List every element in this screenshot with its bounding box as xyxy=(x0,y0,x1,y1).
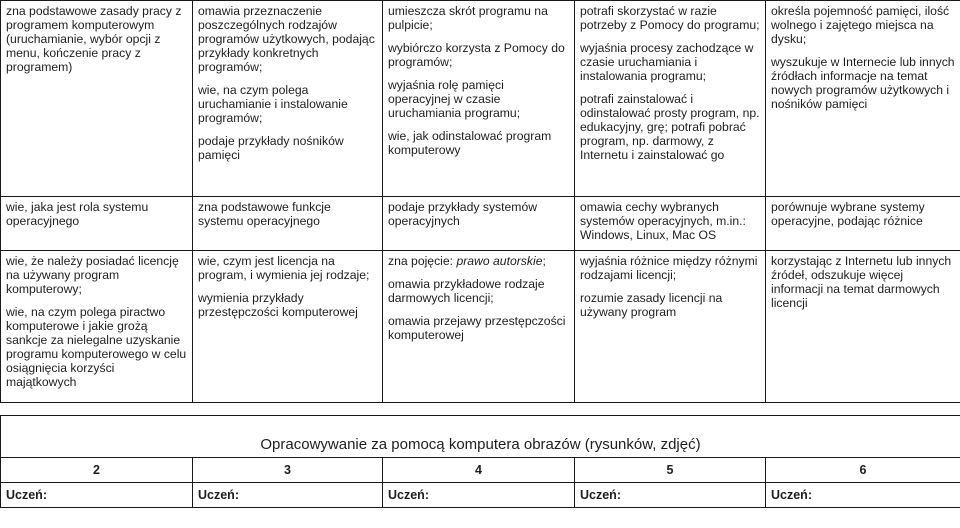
table-cell xyxy=(193,251,383,403)
requirement-text: wyjaśnia procesy zachodzące w czasie uruchamiania i instalowania programu; xyxy=(580,41,754,83)
grade-cell: 5 xyxy=(575,458,766,483)
table-cell xyxy=(1,1,193,197)
requirement-text: potrafi zainstalować i odinstalować prosty program, np. edukacyjny, grę; potrafi pobrać program, np. darmowy, z Internetu i zainstalować go xyxy=(580,92,760,162)
table-cell xyxy=(575,1,766,197)
requirement-text: wie, jaka jest rola systemu operacyjnego xyxy=(6,200,149,228)
table-row xyxy=(1,1,960,197)
requirement-text: omawia cechy wybranych systemów operacyjnych, m.in.: Windows, Linux, Mac OS xyxy=(580,200,746,242)
requirement-text: omawia przejawy przestępczości komputerowej xyxy=(388,314,566,342)
table-cell xyxy=(1,251,193,403)
grade-cell: 6 xyxy=(766,458,960,483)
requirement-text: wie, jak odinstalować program komputerowy xyxy=(388,129,552,157)
table-cell xyxy=(766,251,960,403)
table-cell xyxy=(193,1,383,197)
table-cell xyxy=(383,1,575,197)
table-cell xyxy=(1,197,193,251)
requirement-text: podaje przykłady systemów operacyjnych xyxy=(388,200,538,228)
grade-header-row xyxy=(1,458,960,483)
requirement-text: podaje przykłady nośników pamięci xyxy=(198,134,344,162)
requirement-text: omawia przeznaczenie poszczególnych rodzajów programów użytkowych, podając przykłady konkretnych programów; xyxy=(198,4,375,74)
requirement-text xyxy=(388,254,569,268)
grade-cell: 2 xyxy=(1,458,193,483)
table-cell xyxy=(575,251,766,403)
section-title: Opracowywanie za pomocą komputera obrazów (rysunków, zdjęć) xyxy=(1,416,960,458)
student-label-row xyxy=(1,483,960,508)
requirement-text: omawia przykładowe rodzaje darmowych licencji; xyxy=(388,277,545,305)
term-emphasis: prawo autorskie xyxy=(456,254,543,268)
requirement-text: wie, czym jest licencja na program, i wymienia jej rodzaje; xyxy=(198,254,370,282)
student-label: Uczeń: xyxy=(383,483,575,508)
spacer-cell xyxy=(1,403,960,416)
requirement-text: wybiórczo korzysta z Pomocy do programów; xyxy=(388,41,565,69)
requirement-text: wie, że należy posiadać licencję na używany program komputerowy; xyxy=(6,254,179,296)
requirement-text: wyjaśnia rolę pamięci operacyjnej w czasie uruchamiania programu; xyxy=(388,78,521,120)
requirement-text: zna podstawowe funkcje systemu operacyjnego xyxy=(198,200,331,228)
table-row xyxy=(1,251,960,403)
spacer-row xyxy=(1,403,960,416)
requirement-suffix: ; xyxy=(542,254,546,268)
requirement-text: wie, na czym polega uruchamianie i instalowanie programów; xyxy=(198,83,348,125)
table-cell xyxy=(383,251,575,403)
requirement-text: porównuje wybrane systemy operacyjne, podając różnice xyxy=(771,200,925,228)
requirement-text: zna podstawowe zasady pracy z programem komputerowym (uruchamianie, wybór opcji z menu, kończenie pracy z programem) xyxy=(6,4,182,74)
table-cell xyxy=(766,197,960,251)
table-cell xyxy=(193,197,383,251)
student-label: Uczeń: xyxy=(193,483,383,508)
requirement-text: potrafi skorzystać w razie potrzeby z Pomocy do programu; xyxy=(580,4,760,32)
requirement-text: wie, na czym polega piractwo komputerowe i jakie grożą sankcje za nielegalne uzyskanie programu komputerowego w celu osiągnięcia korzyści majątkowych xyxy=(6,305,187,389)
table-cell xyxy=(575,197,766,251)
requirement-text: wymienia przykłady przestępczości komputerowej xyxy=(198,291,358,319)
grade-cell: 3 xyxy=(193,458,383,483)
section-title-row xyxy=(1,416,960,458)
requirement-text: korzystając z Internetu lub innych źródeł, odszukuje więcej informacji na temat darmowych licencji xyxy=(771,254,952,310)
requirement-text: wyjaśnia różnice między różnymi rodzajami licencji; xyxy=(580,254,758,282)
requirement-text: wyszukuje w Internecie lub innych źródłach informacje na temat nowych programów użytkowych i nośników pamięci xyxy=(771,55,955,111)
table-cell xyxy=(766,1,960,197)
grade-cell: 4 xyxy=(383,458,575,483)
requirement-prefix: zna pojęcie: xyxy=(388,254,457,268)
student-label: Uczeń: xyxy=(575,483,766,508)
table-cell xyxy=(383,197,575,251)
requirement-text: rozumie zasady licencji na używany program xyxy=(580,291,723,319)
table-row xyxy=(1,197,960,251)
student-label: Uczeń: xyxy=(1,483,193,508)
requirement-text: określa pojemność pamięci, ilość wolnego i zajętego miejsca na dysku; xyxy=(771,4,950,46)
student-label: Uczeń: xyxy=(766,483,960,508)
requirement-text: umieszcza skrót programu na pulpicie; xyxy=(388,4,548,32)
